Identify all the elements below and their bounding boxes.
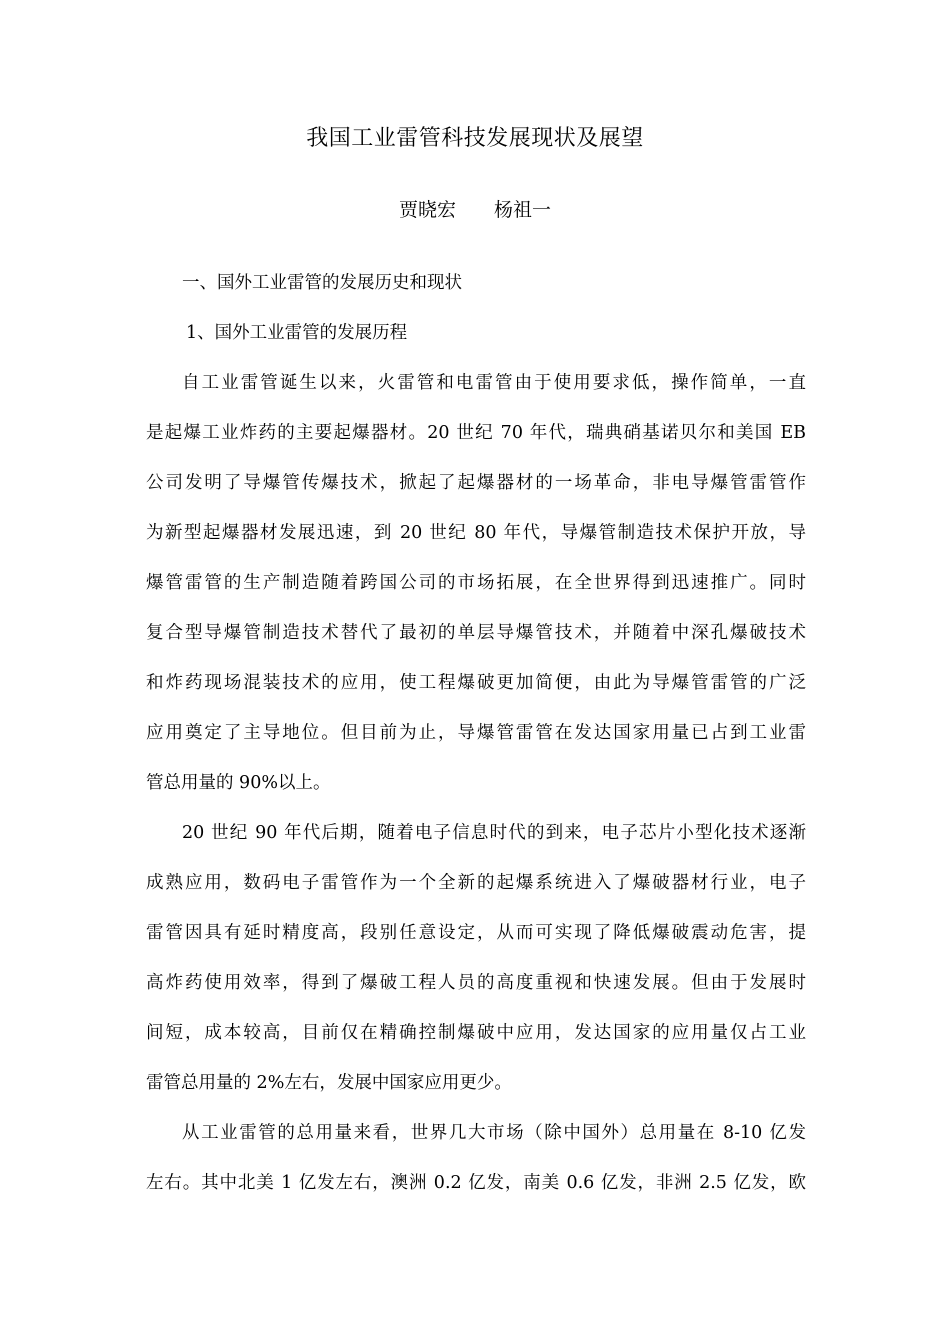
- paragraph-line: 应用奠定了主导地位。但目前为止，导爆管雷管在发达国家用量已占到工业雷: [146, 723, 806, 743]
- paragraph-line: 雷管因具有延时精度高，段别任意设定，从而可实现了降低爆破震动危害，提: [146, 923, 806, 943]
- author-name: 杨祖一: [494, 199, 552, 221]
- paragraph-line: 左右。其中北美 1 亿发左右，澳洲 0.2 亿发，南美 0.6 亿发，非洲 2.5 亿发，欧: [146, 1173, 806, 1193]
- section-heading: 一、国外工业雷管的发展历史和现状: [182, 273, 462, 293]
- authors: [0, 196, 950, 224]
- paragraph-line: 公司发明了导爆管传爆技术，掀起了起爆器材的一场革命，非电导爆管雷管作: [146, 473, 806, 493]
- subsection-heading: 1、国外工业雷管的发展历程: [186, 323, 408, 343]
- paragraph-line: 从工业雷管的总用量来看，世界几大市场（除中国外）总用量在 8-10 亿发: [182, 1123, 806, 1143]
- paragraph-line: 自工业雷管诞生以来，火雷管和电雷管由于使用要求低，操作简单，一直: [182, 373, 806, 393]
- paragraph-line: 爆管雷管的生产制造随着跨国公司的市场拓展，在全世界得到迅速推广。同时: [146, 573, 806, 593]
- document-title: 我国工业雷管科技发展现状及展望: [306, 126, 644, 151]
- author-name: 贾晓宏: [398, 199, 456, 221]
- paragraph-line: 高炸药使用效率，得到了爆破工程人员的高度重视和快速发展。但由于发展时: [146, 973, 806, 993]
- paragraph-line: 间短，成本较高，目前仅在精确控制爆破中应用，发达国家的应用量仅占工业: [146, 1023, 806, 1043]
- paragraph-line: 复合型导爆管制造技术替代了最初的单层导爆管技术，并随着中深孔爆破技术: [146, 623, 806, 643]
- paragraph-line: 成熟应用，数码电子雷管作为一个全新的起爆系统进入了爆破器材行业，电子: [146, 873, 806, 893]
- paragraph-line: 为新型起爆器材发展迅速，到 20 世纪 80 年代，导爆管制造技术保护开放，导: [146, 523, 806, 543]
- paragraph-line: 和炸药现场混装技术的应用，使工程爆破更加简便，由此为导爆管雷管的广泛: [146, 673, 806, 693]
- paragraph-line: 是起爆工业炸药的主要起爆器材。20 世纪 70 年代，瑞典硝基诺贝尔和美国 EB: [146, 423, 806, 443]
- paragraph-line: 雷管总用量的 2%左右，发展中国家应用更少。: [146, 1073, 512, 1093]
- paragraph-line: 管总用量的 90%以上。: [146, 773, 331, 793]
- paragraph-line: 20 世纪 90 年代后期，随着电子信息时代的到来，电子芯片小型化技术逐渐: [182, 823, 806, 843]
